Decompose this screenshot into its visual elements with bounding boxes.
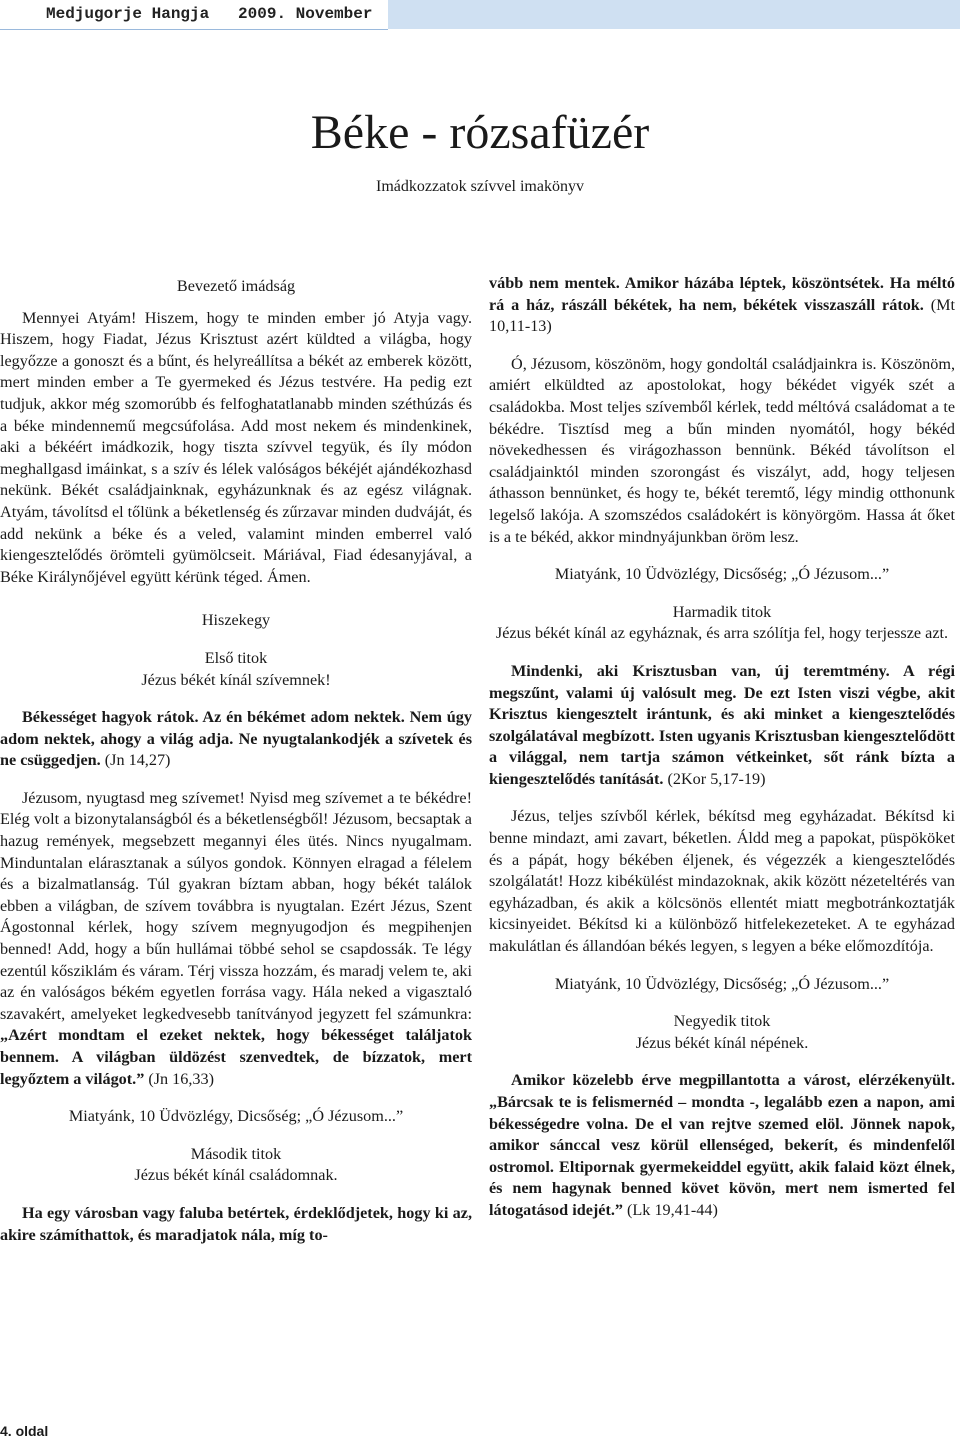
mystery2-scripture-start: Ha egy városban vagy faluba betértek, érdeklődjetek, hogy ki az, akire számíthattok, és maradjatok nála, míg to- <box>0 1203 472 1244</box>
article-title: Béke - rózsafüzér <box>310 106 650 159</box>
mystery4-scripture-ref: (Lk 19,41-44) <box>622 1200 718 1219</box>
mystery3-title: Harmadik titok <box>672 602 772 621</box>
mystery1-title: Első titok <box>204 648 268 667</box>
mystery3-subtitle: Jézus békét kínál az egyháznak, és arra szólítja fel, hogy terjessze azt. <box>495 624 949 643</box>
mystery2-scripture-ref: (Mt 10,11-13) <box>489 295 955 336</box>
prayers-line: Miatyánk, 10 Üdvözlégy, Dicsőség; „Ó Jézusom...” <box>554 974 890 993</box>
mystery2-subtitle: Jézus békét kínál családomnak. <box>134 1166 338 1185</box>
mystery2-scripture-continued <box>489 273 955 338</box>
page-number: 4. oldal <box>0 1423 49 1439</box>
running-header-color-band <box>388 0 960 29</box>
mystery1-prayer-text: Jézusom, nyugtasd meg szívemet! Nyisd meg szívemet a te békédre! Elég volt a bizonytalanságból és a béketlenségből! Jézusom, becsaptak a hazug remények, megsebzett megannyi éles ütés. Nincs nyugalmam. Minduntalan elárasztanak a súlyos gondok. Könnyen elragad a félelem és a bizalmatlanság. Túl gyakran bíztam abban, hogy békét találok ebben a világban, de szívem továbbra is nyugtalan. Ezért Jézus, Szent Ágostonnal kérlek, hogy szívem megnyugodjon és megpihenjen benned! Add, hogy a bűn hullámai többé sehol se csapdossák. Te légy ezentúl kősziklám és váram. Térj vissza hozzám, és maradj velem te, aki az én valóságos békém egyetlen forrása vagy. Hála neked a vigasztaló szavakért, amelyeket legkedvesebb tanítványod jegyzett fel számunkra: <box>0 788 472 1023</box>
mystery4-scripture <box>489 1070 955 1221</box>
mystery4-subtitle: Jézus békét kínál népének. <box>635 1033 809 1052</box>
mystery4-title: Negyedik titok <box>673 1012 771 1031</box>
prayers-line: Miatyánk, 10 Üdvözlégy, Dicsőség; „Ó Jézusom...” <box>554 565 890 584</box>
mystery2-prayer: Ó, Jézusom, köszönöm, hogy gondoltál családjainkra is. Köszönöm, amiért elküldted az apostolokat, hogy békédet vigyék szét a családokba. Most teljes szívemből kérlek, tedd méltóvá családomat a te békédre. Tisztísd meg a bűn minden nyomától, hogy békéd növekedhessen és virágozhasson bennünk. Békéd távolítson el családjainktól minden szorongást és viszályt, add, hogy teljesen áthasson bennünket, és hogy te, békét teremtő, légy mindig otthonunk legelső lakója. A szomszédos családokért is könyörgöm. Hassa át őket is a te békéd, akkor mindnyájunkban öröm lesz. <box>489 354 955 546</box>
prayers-line: Miatyánk, 10 Üdvözlégy, Dicsőség; „Ó Jézusom...” <box>68 1107 404 1126</box>
mystery3-scripture-text: Mindenki, aki Krisztusban van, új teremtmény. A régi megszűnt, valami új valósult meg. De ezt Isten viszi végbe, akit Krisztus kiengesztelt irántunk, és aki minket a kiengesztelődés szolgálatával megbízott. Isten ugyanis Krisztusban kiengesztelődött a világgal, nem tartja számon vétkeinket, sőt ránk bízta a kiengesztelődés tanítását. <box>489 661 955 788</box>
mystery1-scripture <box>0 707 472 772</box>
intro-heading: Bevezető imádság <box>176 277 296 295</box>
right-column <box>489 273 955 1222</box>
mystery1-prayer <box>0 788 472 1090</box>
mystery1-quote-ref: (Jn 16,33) <box>144 1069 214 1088</box>
article-subtitle: Imádkozzatok szívvel imakönyv <box>376 178 584 195</box>
mystery1-quote: „Azért mondtam el ezeket nektek, hogy békességet találjatok bennem. A világban üldözést szenvedtek, de bízzatok, mert legyőztem a világot.” <box>0 1026 472 1088</box>
mystery2-title: Második titok <box>190 1144 282 1163</box>
mystery1-scripture-text: Békességet hagyok rátok. Az én békémet adom nektek. Nem úgy adom nektek, ahogy a világ adja. Ne nyugtalankodjék a szívetek és ne csüggedjen. <box>0 708 472 770</box>
mystery1-scripture-ref: (Jn 14,27) <box>100 751 171 770</box>
intro-prayer-text: Mennyei Atyám! Hiszem, hogy te minden ember jó Atyja vagy. Hiszem, hogy Fiadat, Jézus Krisztust azért küldted a világba, hogy legyőzze a gonoszt és a bűnt, és helyreállítsa a békét az emberek között, mert minden ember a Te gyermeked és Jézus testvére. Ha pedig ezt tudjuk, akkor még szomorúbb és felfoghatatlanabb minden széthúzás és a béke mindennemű megcsúfolása. Add most nekem és mindenkinek, aki a békéért imádkozik, hogy tiszta szívvel tegyük, és íly módon meghallgasd imáinkat, s a szív és lélek valóságos békéjét ajándékozhasd nekünk. Békét családjainknak, egyházunknak és az egész világnak. Atyám, távolítsd el tőlünk a béketlenség és zűrzavar minden dudváját, és add nekünk a béke és a veled, valamint minden emberrel való kiengesztelődés örömteli gyümölcseit. Máriával, Fiad édesanyjával, a Béke Királynőjével együtt kérünk téged. Ámen. <box>0 308 472 586</box>
mystery2-scripture-text: vább nem mentek. Amikor házába léptek, köszöntsétek. Ha méltó rá a ház, rászáll békétek, ha nem, békétek visszaszáll rátok. <box>489 274 955 314</box>
running-header <box>0 0 960 29</box>
mystery3-scripture <box>489 661 955 791</box>
mystery1-subtitle: Jézus békét kínál szívemnek! <box>141 670 331 689</box>
running-header-title: Medjugorje Hangja 2009. November <box>46 5 373 23</box>
running-header-title-area <box>0 0 388 30</box>
left-column <box>0 276 472 1246</box>
mystery4-scripture-text: Amikor közelebb érve megpillantotta a várost, elérzékenyült. „Bárcsak te is felismernéd – mondta -, legalább ezen a napon, ami békességedre volna. De el van rejtve szemed elöl. Jönnek napok, amikor sánccal vesz körül ellenséged, bekerít, és mindenfelől ostromol. Eltipornak gyermekeiddel együtt, akik falaid közt élnek, és nem hagynak benned követ kövön, mert nem ismerted fel látogatásod idejét.” <box>489 1071 955 1219</box>
mystery3-scripture-ref: (2Kor 5,17-19) <box>663 769 766 788</box>
mystery3-prayer: Jézus, teljes szívből kérlek, békítsd meg egyházadat. Békítsd ki benne mindazt, ami zavart, béketlen. Áldd meg a papokat, püspököket és a pápát, hogy békében éljenek, és végezzék a kiengesztelődés szolgálatát! Hozz kibékülést mindazoknak, akik között nézeteltérés van egyházadban, és akik a kölcsönös ellentét miatt megbotránkoztatják kicsinyeidet. Békítsd ki a különböző hitfelekezeteket. A te egyházad makulátlan és állandóan békés legyen, s legyen a béke előmozdítója. <box>489 807 955 956</box>
creed-heading: Hiszekegy <box>201 611 271 630</box>
